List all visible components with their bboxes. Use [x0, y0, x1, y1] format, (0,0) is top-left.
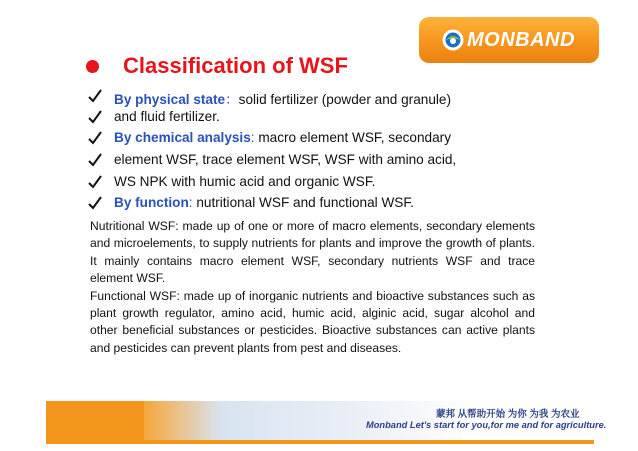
- bullet-separator: ：: [225, 92, 239, 107]
- checkmark-icon: [88, 130, 102, 146]
- registered-mark: ®: [603, 32, 609, 41]
- functional-wsf-paragraph: Functional WSF: made up of inorganic nutrients and bioactive substances such as plant growth regulator, amino acid, humic acid, alginic acid, sugar alcohol and other beneficial substances or pesticides. Bioactive substances can active plants and pesticides can prevent plants from pest and diseases.: [90, 288, 535, 355]
- bullet-text: WS NPK with humic acid and organic WSF.: [114, 174, 376, 189]
- page-title: Classification of WSF: [123, 53, 348, 78]
- monband-globe-icon: [441, 28, 465, 52]
- description-block: [90, 218, 535, 357]
- bullet-text: element WSF, trace element WSF, WSF with amino acid,: [114, 152, 457, 167]
- bullet-lead: By chemical analysis: [114, 130, 251, 145]
- logo-text: MONBAND: [467, 29, 575, 51]
- bullet-text: and fluid fertilizer.: [114, 109, 220, 124]
- checkmark-icon: [88, 152, 102, 168]
- bullet-text: macro element WSF, secondary: [254, 130, 451, 145]
- checkmark-icon: [88, 195, 102, 211]
- nutritional-wsf-paragraph: Nutritional WSF: made up of one or more of macro elements, secondary elements and microelements, to supply nutrients for plants and improve the growth of plants. It mainly contains macro element WSF, secondary nutrients WSF and trace element WSF.: [90, 219, 535, 286]
- bullet-lead: By function: [114, 195, 189, 210]
- checkmark-icon: [88, 109, 102, 125]
- bullet-separator: :: [250, 130, 255, 145]
- footer-stripe: [46, 440, 594, 444]
- title-bullet-icon: [86, 60, 99, 73]
- checkmark-icon: [88, 174, 102, 190]
- monband-logo: [419, 17, 609, 63]
- footer-orange-block: [46, 401, 144, 440]
- checkmark-icon: [88, 88, 102, 104]
- bullet-text: solid fertilizer (powder and granule): [238, 92, 451, 107]
- bullet-text: nutritional WSF and functional WSF.: [192, 195, 414, 210]
- bullet-lead: By physical state: [114, 92, 226, 107]
- footer-slogan-en: Monband Let's start for you,for me and for agriculture.: [366, 420, 607, 430]
- bullet-separator: :: [188, 195, 193, 210]
- footer-slogan-cn: 蒙邦 从帮助开始 为你 为我 为农业: [436, 409, 580, 420]
